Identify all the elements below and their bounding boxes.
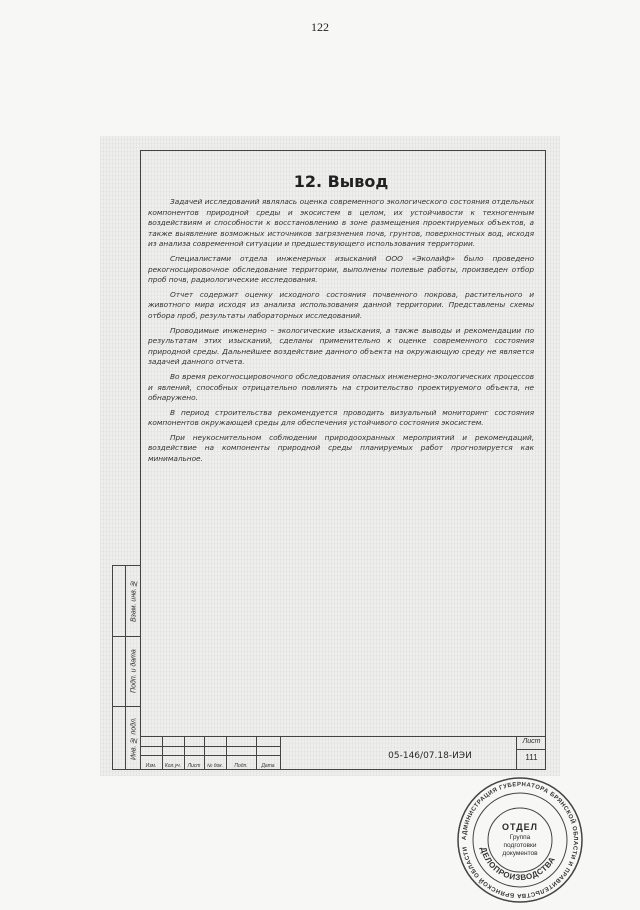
side-stamp-blank-col xyxy=(113,566,126,769)
seal-group-line: Группа xyxy=(509,834,531,841)
side-stamp-label: Инв. № подл. xyxy=(130,717,138,761)
side-stamp-divider xyxy=(113,636,141,637)
side-stamp-divider xyxy=(113,706,141,707)
column-header: Дата xyxy=(261,763,275,769)
side-stamp-label: Подп. и дата xyxy=(130,649,138,693)
sheet-cell xyxy=(516,737,546,770)
paragraph: В период строительства рекомендуется проводить визуальный мониторинг состояния компонентов окружающей среды для обеспечения устойчивого состояния экосистем. xyxy=(148,407,534,428)
paragraph: Проводимые инженерно – экологические изыскания, а также выводы и рекомендации по результатам этих изысканий, сделаны применительно к оценке современного состояния природной среды. Дальнейшее воздействие данного объекта на окружающую среду не является задачей данного отчета. xyxy=(148,325,534,367)
grid-line xyxy=(140,755,280,756)
column-header: Кол.уч. xyxy=(164,763,182,769)
document-code: 05-146/07.18-ИЭИ xyxy=(388,751,472,761)
document-body xyxy=(148,172,534,469)
grid-line xyxy=(140,746,280,747)
seal-group-line: подготовки xyxy=(503,842,537,849)
title-block xyxy=(140,736,546,770)
paragraph: Специалистами отдела инженерных изысканий ООО «Эколайф» было проведено рекогносцировочное обследование территории, выполнены полевые работы, произведен отбор проб почв, радиологические исследования. xyxy=(148,253,534,285)
paragraph: Задачей исследований являлась оценка современного экологического состояния отдельных компонентов природной среды и экосистем в целом, их устойчивости к техногенным воздействиям и способности к восстановлению в зоне размещения проектируемых объектов, а также выявление возможных источников загрязнения почв, грунтов, поверхностных вод, исходя из анализа современной ситуации и предшествующего использования территории. xyxy=(148,197,534,249)
column-header: Изм. xyxy=(145,763,157,769)
revision-grid xyxy=(140,737,280,770)
official-seal xyxy=(455,775,585,905)
seal-band-text: ДЕЛОПРОИЗВОДСТВА xyxy=(478,846,558,883)
column-header: № док. xyxy=(206,763,224,769)
section-heading: 12. Вывод xyxy=(293,172,389,191)
seal-center xyxy=(455,775,585,905)
seal-group-line: документов xyxy=(502,850,538,857)
side-stamp-label: Взам. инв. № xyxy=(130,579,138,623)
page-number: 122 xyxy=(311,20,329,34)
seal-otdel: ОТДЕЛ xyxy=(501,822,538,832)
sheet-number: 111 xyxy=(525,753,538,762)
column-header: Подп. xyxy=(234,763,248,769)
sheet-label: Лист xyxy=(517,738,546,750)
paragraph: Во время рекогносцировочного обследования опасных инженерно-экологических процессов и явлений, способных отрицательно повлиять на строительство проектируемого объекта, не обнаружено. xyxy=(148,371,534,403)
paragraph: При неукоснительном соблюдении природоохранных мероприятий и рекомендаций, воздействие на компоненты природной среды планируемых работ прогнозируется как минимальное. xyxy=(148,432,534,464)
grid-line xyxy=(280,737,281,770)
paragraph: Отчет содержит оценку исходного состояния почвенного покрова, растительного и животного мира исходя из анализа использования данной территории. Представлены схемы отбора проб, результаты лабораторных исследований. xyxy=(148,289,534,320)
column-header: Лист xyxy=(187,763,201,769)
side-stamp xyxy=(112,565,140,770)
seal-ring-text: АДМИНИСТРАЦИЯ ГУБЕРНАТОРА БРЯНСКОЙ ОБЛАСТИ И ПРАВИТЕЛЬСТВА БРЯНСКОЙ ОБЛАСТИ xyxy=(461,781,579,899)
